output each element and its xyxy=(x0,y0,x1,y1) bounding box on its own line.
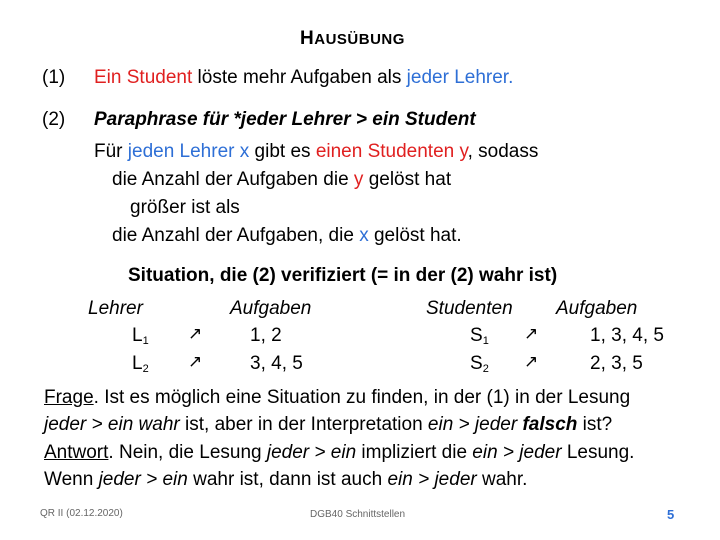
l1-text-i: , sodass xyxy=(467,141,539,162)
antwort2-text-a: Wenn xyxy=(44,469,99,490)
frage-ein-jeder: ein > jeder xyxy=(427,414,518,435)
antwort-text-c: impliziert die xyxy=(356,442,473,463)
col-studenten: Studenten xyxy=(426,298,513,319)
l2-text-c: gelöst hat xyxy=(363,169,452,190)
frage-jeder-ein: jeder > ein xyxy=(44,414,134,435)
var-y: y xyxy=(459,141,468,162)
student-s1-sub: 1 xyxy=(482,335,489,347)
l4-text-a: die Anzahl der Aufgaben, die xyxy=(112,225,360,246)
lehrer-l2-letter: L xyxy=(132,353,143,374)
slide-title xyxy=(300,28,405,50)
l2-text-a: die Anzahl der Aufgaben die xyxy=(112,169,354,190)
example-2-heading: Paraphrase für *jeder Lehrer > ein Student xyxy=(94,109,476,130)
student-s1-aufgaben: 1, 3, 4, 5 xyxy=(590,325,664,346)
lehrer-l1 xyxy=(132,324,149,348)
paraphrase-line-4 xyxy=(112,224,462,248)
lehrer-l1-sub: 1 xyxy=(142,335,149,347)
example-2-number: (2) xyxy=(42,109,66,130)
frage-line-2 xyxy=(44,413,612,437)
student-s1 xyxy=(470,324,489,348)
col-aufgaben-2: Aufgaben xyxy=(556,298,638,319)
lehrer-l1-letter: L xyxy=(132,325,143,346)
student-s2-aufgaben: 2, 3, 5 xyxy=(590,353,643,374)
lehrer-l2-aufgaben: 3, 4, 5 xyxy=(250,353,303,374)
situation-heading: Situation, die (2) verifiziert (= in der (2) wahr ist) xyxy=(128,265,558,286)
antwort-text-a: . Nein, die Lesung xyxy=(108,442,267,463)
antwort-ein-jeder: ein > jeder xyxy=(472,442,562,463)
frage-wahr: wahr xyxy=(138,414,180,435)
antwort-text-e: Lesung. xyxy=(561,442,635,463)
frage-text-1: . Ist es möglich eine Situation zu finden, in der (1) in der Lesung xyxy=(93,387,631,408)
l1-text-e: gibt es xyxy=(249,141,316,162)
antwort-line-1 xyxy=(44,441,634,465)
antwort2-text-e: wahr. xyxy=(476,469,528,490)
student-s1-letter: S xyxy=(470,325,483,346)
frage-falsch: falsch xyxy=(522,414,578,435)
l1-text-a: Für xyxy=(94,141,128,162)
title-rest: AUSÜBUNG xyxy=(314,31,405,48)
lehrer-l2-sub: 2 xyxy=(142,363,149,375)
antwort2-jeder-ein: jeder > ein xyxy=(98,469,188,490)
student-s2-sub: 2 xyxy=(482,363,489,375)
title-first-letter: H xyxy=(300,28,315,49)
frage-text-h: ist? xyxy=(577,414,613,435)
antwort2-text-c: wahr ist, dann ist auch xyxy=(187,469,388,490)
var-y-2: y xyxy=(353,169,364,190)
lehrer-l1-aufgaben: 1, 2 xyxy=(250,325,282,346)
arrow-icon: ↗ xyxy=(188,324,203,343)
frage-text-d: ist, aber in der Interpretation xyxy=(179,414,428,435)
antwort-line-2 xyxy=(44,468,527,492)
col-aufgaben-1: Aufgaben xyxy=(230,298,312,319)
footer-center: DGB40 Schnittstellen xyxy=(310,509,406,520)
paraphrase-line-3: größer ist als xyxy=(130,197,240,218)
antwort-label: Antwort xyxy=(44,442,109,463)
paraphrase-line-2 xyxy=(112,168,451,192)
student-s2-letter: S xyxy=(470,353,483,374)
ex1-mid: löste mehr Aufgaben als xyxy=(192,67,407,88)
l4-text-c: gelöst hat. xyxy=(368,225,462,246)
einen-studenten: einen Studenten xyxy=(315,141,455,162)
paraphrase-line-1 xyxy=(94,140,538,164)
arrow-icon: ↗ xyxy=(524,324,539,343)
arrow-icon: ↗ xyxy=(188,352,203,371)
page-number: 5 xyxy=(667,507,675,522)
antwort2-ein-jeder: ein > jeder xyxy=(387,469,477,490)
var-x-2: x xyxy=(359,225,369,246)
frage-label: Frage xyxy=(44,387,94,408)
footer-left: QR II (02.12.2020) xyxy=(40,508,123,519)
arrow-icon: ↗ xyxy=(524,352,539,371)
ein-student-phrase: Ein Student xyxy=(94,67,193,88)
frage-line-1 xyxy=(44,386,630,410)
antwort-jeder-ein: jeder > ein xyxy=(266,442,357,463)
example-1-number: (1) xyxy=(42,67,66,88)
student-s2 xyxy=(470,352,489,376)
var-x: x xyxy=(239,141,250,162)
lehrer-l2 xyxy=(132,352,149,376)
col-lehrer: Lehrer xyxy=(88,298,143,319)
jeden-lehrer: jeden Lehrer xyxy=(127,141,235,162)
ex1-period: . xyxy=(508,67,514,88)
jeder-lehrer-phrase: jeder Lehrer xyxy=(406,67,509,88)
example-1-sentence xyxy=(94,66,513,90)
